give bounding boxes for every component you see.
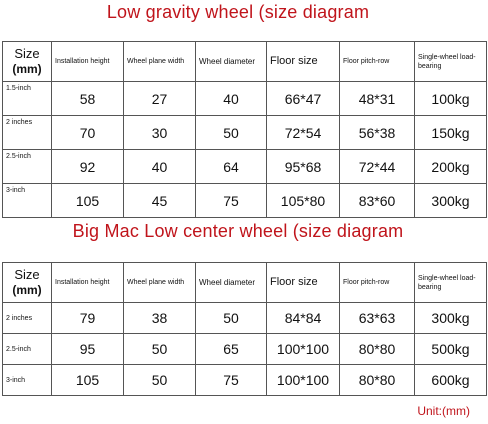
cell-load-bearing: 600kg: [415, 365, 487, 396]
unit-note: Unit:(mm): [417, 404, 470, 418]
cell-installation-height: 95: [52, 334, 124, 365]
cell-floor-pitch-row: 80*80: [340, 365, 415, 396]
spec-table-big-mac: [2, 262, 487, 396]
table-title-big-mac: Big Mac Low center wheel (size diagram: [72, 221, 404, 241]
cell-wheel-diameter: 40: [196, 82, 267, 116]
header-floor-pitch-row: Floor pitch-row: [340, 263, 415, 303]
cell-size: 1.5-inch: [3, 82, 52, 116]
header-size-label: Size: [14, 267, 40, 282]
cell-load-bearing: 300kg: [415, 303, 487, 334]
header-floor-pitch-row: Floor pitch-row: [340, 42, 415, 82]
cell-wheel-plane-width: 45: [124, 184, 196, 218]
cell-wheel-plane-width: 30: [124, 116, 196, 150]
cell-floor-size: 95*68: [267, 150, 340, 184]
cell-installation-height: 92: [52, 150, 124, 184]
cell-load-bearing: 100kg: [415, 82, 487, 116]
cell-size: 2.5-inch: [3, 150, 52, 184]
cell-wheel-plane-width: 50: [124, 365, 196, 396]
header-wheel-plane-width: Wheel plane width: [124, 263, 196, 303]
header-load-bearing: Single-wheel load-bearing: [415, 263, 487, 303]
cell-installation-height: 58: [52, 82, 124, 116]
table-header-row: [3, 263, 487, 303]
cell-wheel-diameter: 75: [196, 365, 267, 396]
header-wheel-diameter: Wheel diameter: [196, 42, 267, 82]
cell-load-bearing: 300kg: [415, 184, 487, 218]
table-row: [3, 303, 487, 334]
table-title-low-gravity: Low gravity wheel (size diagram: [106, 2, 370, 22]
table-row: [3, 184, 487, 218]
cell-floor-size: 66*47: [267, 82, 340, 116]
cell-size: 3-inch: [3, 184, 52, 218]
cell-wheel-plane-width: 38: [124, 303, 196, 334]
cell-load-bearing: 200kg: [415, 150, 487, 184]
header-size-unit: (mm): [12, 62, 42, 76]
cell-floor-pitch-row: 83*60: [340, 184, 415, 218]
cell-floor-pitch-row: 72*44: [340, 150, 415, 184]
cell-floor-size: 105*80: [267, 184, 340, 218]
header-installation-height: Installation height: [52, 42, 124, 82]
table-row: [3, 82, 487, 116]
cell-load-bearing: 500kg: [415, 334, 487, 365]
header-size: [3, 42, 52, 82]
cell-size: 3-inch: [3, 365, 52, 396]
header-wheel-diameter: Wheel diameter: [196, 263, 267, 303]
cell-installation-height: 79: [52, 303, 124, 334]
table-row: [3, 334, 487, 365]
cell-wheel-diameter: 64: [196, 150, 267, 184]
cell-size: 2 inches: [3, 116, 52, 150]
cell-size: 2 inches: [3, 303, 52, 334]
header-floor-size: Floor size: [267, 263, 340, 303]
cell-floor-pitch-row: 56*38: [340, 116, 415, 150]
table-row: [3, 116, 487, 150]
header-load-bearing: Single-wheel load-bearing: [415, 42, 487, 82]
cell-installation-height: 105: [52, 184, 124, 218]
table-row: [3, 150, 487, 184]
cell-wheel-diameter: 75: [196, 184, 267, 218]
spec-table-low-gravity: [2, 41, 487, 218]
header-wheel-plane-width: Wheel plane width: [124, 42, 196, 82]
cell-wheel-diameter: 65: [196, 334, 267, 365]
cell-floor-pitch-row: 63*63: [340, 303, 415, 334]
cell-floor-pitch-row: 48*31: [340, 82, 415, 116]
header-size-unit: (mm): [12, 283, 42, 297]
cell-wheel-plane-width: 50: [124, 334, 196, 365]
cell-floor-pitch-row: 80*80: [340, 334, 415, 365]
table-row: [3, 365, 487, 396]
header-installation-height: Installation height: [52, 263, 124, 303]
table-header-row: [3, 42, 487, 82]
cell-wheel-diameter: 50: [196, 116, 267, 150]
cell-load-bearing: 150kg: [415, 116, 487, 150]
cell-wheel-diameter: 50: [196, 303, 267, 334]
cell-installation-height: 70: [52, 116, 124, 150]
cell-size: 2.5-inch: [3, 334, 52, 365]
header-size-label: Size: [14, 46, 40, 61]
cell-floor-size: 72*54: [267, 116, 340, 150]
cell-installation-height: 105: [52, 365, 124, 396]
cell-floor-size: 100*100: [267, 365, 340, 396]
header-floor-size: Floor size: [267, 42, 340, 82]
cell-floor-size: 84*84: [267, 303, 340, 334]
cell-wheel-plane-width: 40: [124, 150, 196, 184]
cell-floor-size: 100*100: [267, 334, 340, 365]
cell-wheel-plane-width: 27: [124, 82, 196, 116]
header-size: [3, 263, 52, 303]
